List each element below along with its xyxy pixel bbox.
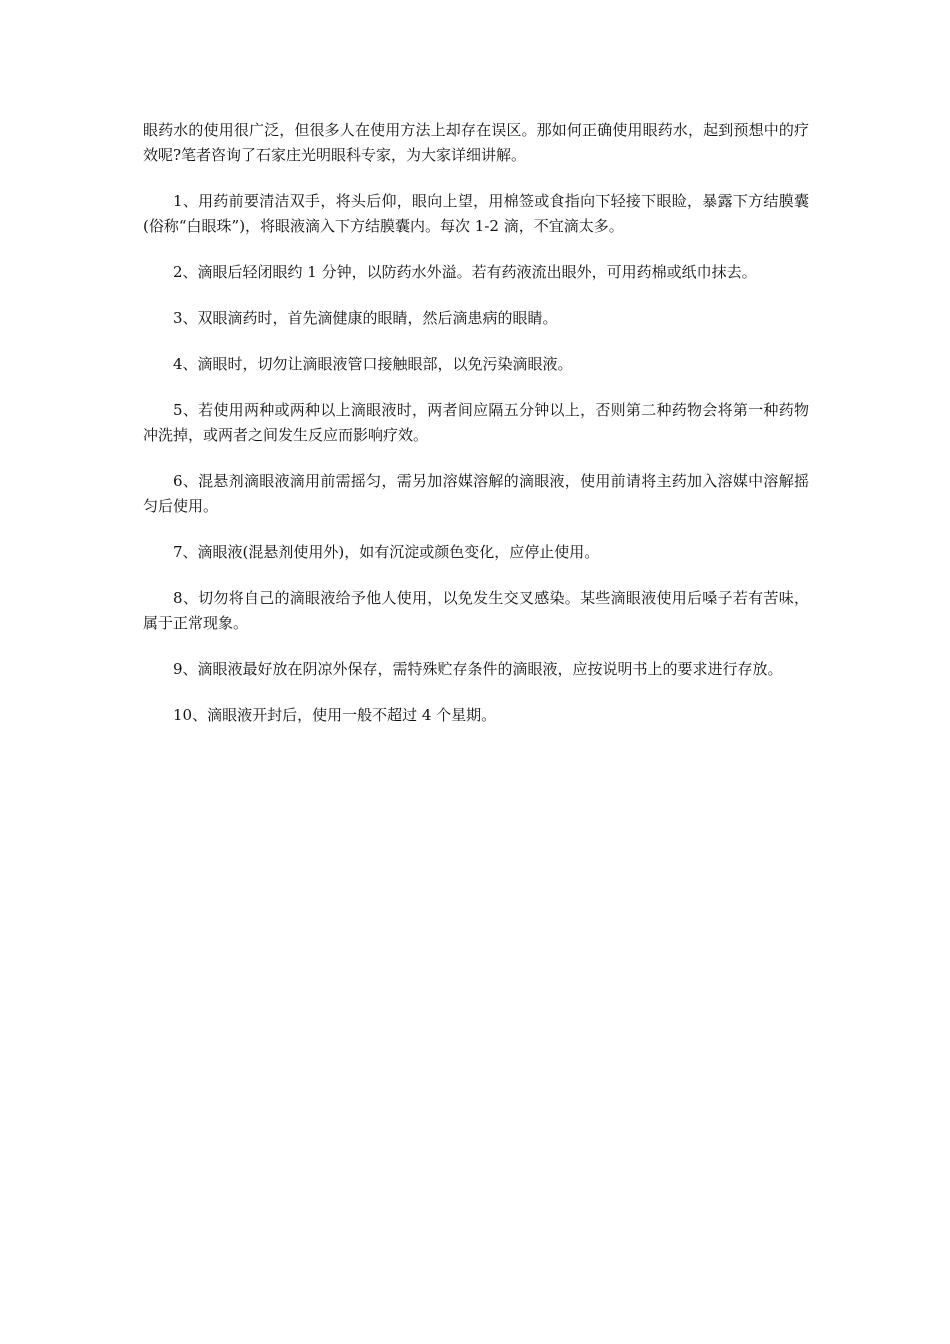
list-item: 8、切勿将自己的滴眼液给予他人使用，以免发生交叉感染。某些滴眼液使用后嗓子若有苦味，属于正常现象。 (143, 589, 809, 632)
list-item: 5、若使用两种或两种以上滴眼液时，两者间应隔五分钟以上，否则第二种药物会将第一种药物冲洗掉，或两者之间发生反应而影响疗效。 (143, 401, 809, 444)
list-item: 1、用药前要清洁双手，将头后仰，眼向上望，用棉签或食指向下轻接下眼睑，暴露下方结膜囊(俗称“白眼珠”)，将眼液滴入下方结膜囊内。每次 1-2 滴，不宜滴太多。 (143, 192, 809, 235)
list-item: 4、滴眼时，切勿让滴眼液管口接触眼部，以免污染滴眼液。 (173, 355, 573, 373)
list-item: 2、滴眼后轻闭眼约 1 分钟，以防药水外溢。若有药液流出眼外，可用药棉或纸巾抹去。 (173, 263, 757, 281)
list-item: 10、滴眼液开封后，使用一般不超过 4 个星期。 (173, 706, 497, 724)
list-item: 6、混悬剂滴眼液滴用前需摇匀，需另加溶媒溶解的滴眼液，使用前请将主药加入溶媒中溶解摇匀后使用。 (143, 472, 809, 515)
intro-paragraph: 眼药水的使用很广泛，但很多人在使用方法上却存在误区。那如何正确使用眼药水，起到预想中的疗效呢?笔者咨询了石家庄光明眼科专家，为大家详细讲解。 (143, 121, 809, 164)
list-item: 9、滴眼液最好放在阴凉外保存，需特殊贮存条件的滴眼液，应按说明书上的要求进行存放。 (173, 660, 783, 678)
list-item: 7、滴眼液(混悬剂使用外)，如有沉淀或颜色变化，应停止使用。 (173, 543, 600, 561)
document-page (143, 118, 809, 749)
list-item: 3、双眼滴药时，首先滴健康的眼睛，然后滴患病的眼睛。 (173, 309, 558, 327)
